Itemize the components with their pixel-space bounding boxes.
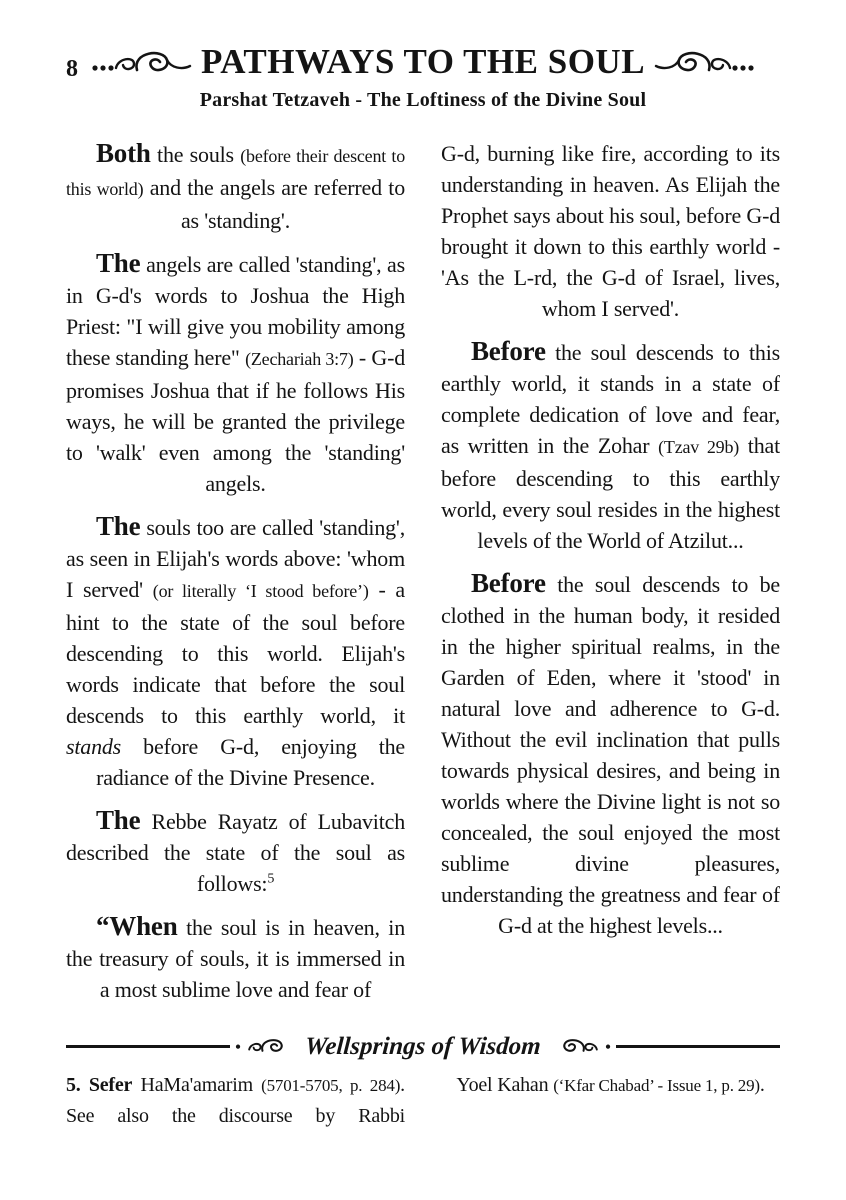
text-segment: before G-d, enjoying the radiance of the Divine Presence.	[96, 733, 405, 790]
paragraph	[66, 1070, 405, 1131]
page-number: 8	[66, 56, 78, 82]
page-header	[0, 0, 846, 112]
text-segment: “When	[96, 910, 178, 941]
text-segment: (before their descent to this world)	[66, 145, 405, 199]
text-segment: that before descending to this earthly world, every soul resides in the highest levels of the World of Atzilut...	[441, 432, 780, 553]
footnote-ref: 5	[267, 871, 275, 887]
text-segment: and the angels are referred to as 'standing'.	[143, 174, 406, 233]
paragraph	[66, 138, 405, 236]
footnote-column-right	[441, 1070, 780, 1131]
text-segment: Rebbe Rayatz of Lubavitch described the state of the soul as follows:	[66, 808, 405, 896]
scroll-flourish-icon	[653, 45, 757, 79]
text-segment: (5701-5705, p. 284)	[261, 1075, 401, 1095]
divider-rule-left	[66, 1045, 230, 1048]
text-segment: the soul is in heaven, in the treasury of souls, it is immersed in a most sublime love and fear of	[66, 914, 405, 1002]
text-segment: (Tzav 29b)	[658, 436, 740, 457]
paragraph	[441, 1070, 780, 1101]
divider-label: Wellsprings of Wisdom	[304, 1032, 542, 1060]
scroll-flourish-icon	[246, 1037, 298, 1057]
title-row	[0, 44, 846, 81]
text-segment: souls too are called 'standing', as seen in Elijah's words above: 'whom I served'	[66, 514, 405, 602]
text-segment: the soul descends to this earthly world, it stands in a state of complete dedication of love and fear, as written in the Zohar	[441, 339, 780, 458]
text-segment: The	[96, 804, 141, 835]
footnote-divider	[66, 1030, 780, 1064]
text-segment: Before	[471, 335, 546, 366]
text-segment: Before	[471, 567, 546, 598]
text-segment: (or literally ‘I stood before’)	[152, 580, 369, 601]
text-segment: (‘Kfar Chabad’ - Issue 1, p. 29)	[553, 1075, 760, 1095]
text-segment: - a hint to the state of the soul before descending to this world. Elijah's words indicate that before the soul descends to this earthly world, it	[66, 576, 405, 728]
paragraph	[441, 138, 780, 324]
text-segment: The	[96, 510, 141, 541]
text-segment: Both	[96, 137, 151, 168]
text-segment: - G-d promises Joshua that if he follows His ways, he will be granted the privilege to 'walk' even among the 'standing' angels.	[66, 344, 406, 496]
text-segment: 5. Sefer	[66, 1073, 133, 1096]
scroll-flourish-icon	[89, 45, 193, 79]
divider-rule-right	[616, 1045, 780, 1048]
divider-dot: •	[234, 1036, 242, 1057]
divider-dot: •	[604, 1036, 612, 1057]
paragraph	[441, 336, 780, 556]
paragraph	[66, 805, 405, 899]
page-subtitle: Parshat Tetzaveh - The Loftiness of the Divine Soul	[199, 88, 647, 111]
text-segment: . See also the discourse by Rabbi	[66, 1073, 405, 1127]
text-segment: Yoel Kahan	[456, 1073, 554, 1096]
text-segment: stands	[66, 733, 122, 759]
text-segment: the souls	[150, 141, 241, 167]
paragraph	[66, 248, 405, 499]
footnotes	[66, 1070, 780, 1131]
text-segment: angels are called 'standing', as in G-d's words to Joshua the High Priest: "I will give you mobility among these standing here"	[66, 251, 405, 370]
text-segment: .	[759, 1073, 765, 1096]
paragraph	[66, 511, 405, 793]
footnote-column-left	[66, 1070, 405, 1131]
body-text	[66, 138, 780, 1026]
page-footer	[66, 1030, 780, 1131]
text-segment: the soul descends to be clothed in the human body, it resided in the higher spiritual realms, in the Garden of Eden, where it 'stood' in natural love and adherence to G-d. Without the evil inclination that pulls towards physical desires, and being in worlds where the Divine light is not so concealed, the soul enjoyed the most sublime divine pleasures, understanding the greatness and fear of G-d at the highest levels...	[441, 571, 780, 938]
paragraph	[66, 911, 405, 1005]
text-segment: G-d, burning like fire, according to its understanding in heaven. As Elijah the Prophet says about his soul, before G-d brought it down to this earthly world - 'As the L-rd, the G-d of Israel, lives, whom I served'.	[441, 140, 780, 321]
scroll-flourish-icon	[548, 1037, 600, 1057]
paragraph	[441, 568, 780, 941]
text-column-left	[66, 138, 405, 1026]
text-segment: (Zechariah 3:7)	[245, 348, 354, 369]
text-column-right	[441, 138, 780, 1026]
text-segment: HaMa'amarim	[132, 1073, 262, 1096]
page-title: PATHWAYS TO THE SOUL	[200, 42, 646, 81]
text-segment: The	[96, 247, 141, 278]
